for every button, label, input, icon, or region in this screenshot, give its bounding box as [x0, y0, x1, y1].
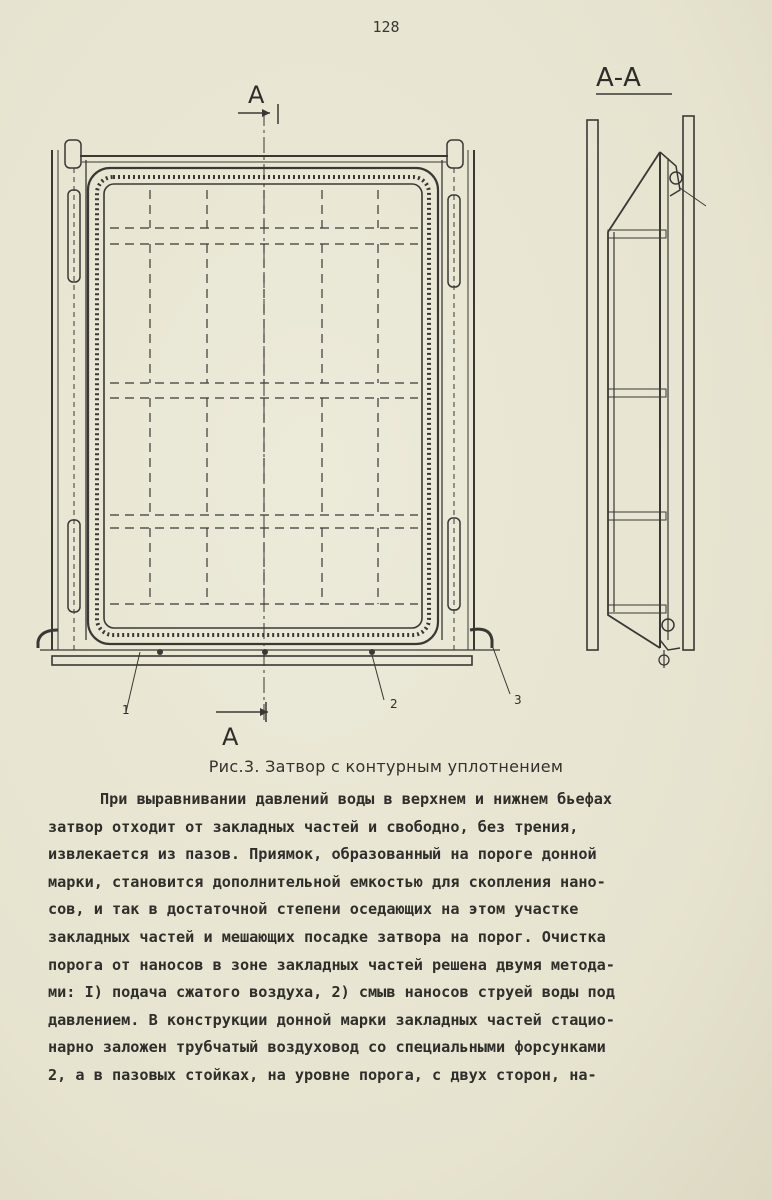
text-line: извлекается из пазов. Приямок, образованный на пороге донной — [48, 845, 597, 864]
text-line: ми: I) подача сжатого воздуха, 2) смыв наносов струей воды под — [48, 983, 615, 1002]
section-mark-top: A — [248, 81, 265, 109]
text-line: затвор отходит от закладных частей и свободно, без трения, — [48, 817, 579, 836]
text-line: сов, и так в достаточной степени оседающих на этом участке — [48, 900, 579, 919]
text-line: нарно заложен трубчатый воздуховод со специальными форсунками — [48, 1038, 606, 1057]
section-mark-bottom: A — [222, 723, 239, 750]
gate-section-view — [587, 63, 706, 668]
callout-3: 3 — [514, 693, 522, 707]
text-line: 2, а в пазовых стойках, на уровне порога, с двух сторон, на- — [48, 1065, 597, 1084]
figure-caption: Рис.3. Затвор с контурным уплотнением — [208, 757, 564, 776]
section-view-title: А-А — [596, 63, 641, 93]
text-line: порога от наносов в зоне закладных частей решена двумя метода- — [48, 955, 615, 974]
text-line: закладных частей и мешающих посадке затвора на порог. Очистка — [48, 927, 606, 946]
text-line: давлением. В конструкции донной марки закладных частей стацио- — [48, 1010, 615, 1029]
callout-2: 2 — [390, 697, 398, 711]
text-line: При выравнивании давлений воды в верхнем и нижнем бьефах — [100, 790, 613, 808]
text-line: марки, становится дополнительной емкостью для скопления нано- — [48, 872, 606, 891]
gate-front-view — [38, 81, 522, 750]
page-number: 128 — [372, 18, 400, 36]
callout-1: 1 — [122, 703, 130, 717]
body-paragraph — [48, 786, 728, 1090]
